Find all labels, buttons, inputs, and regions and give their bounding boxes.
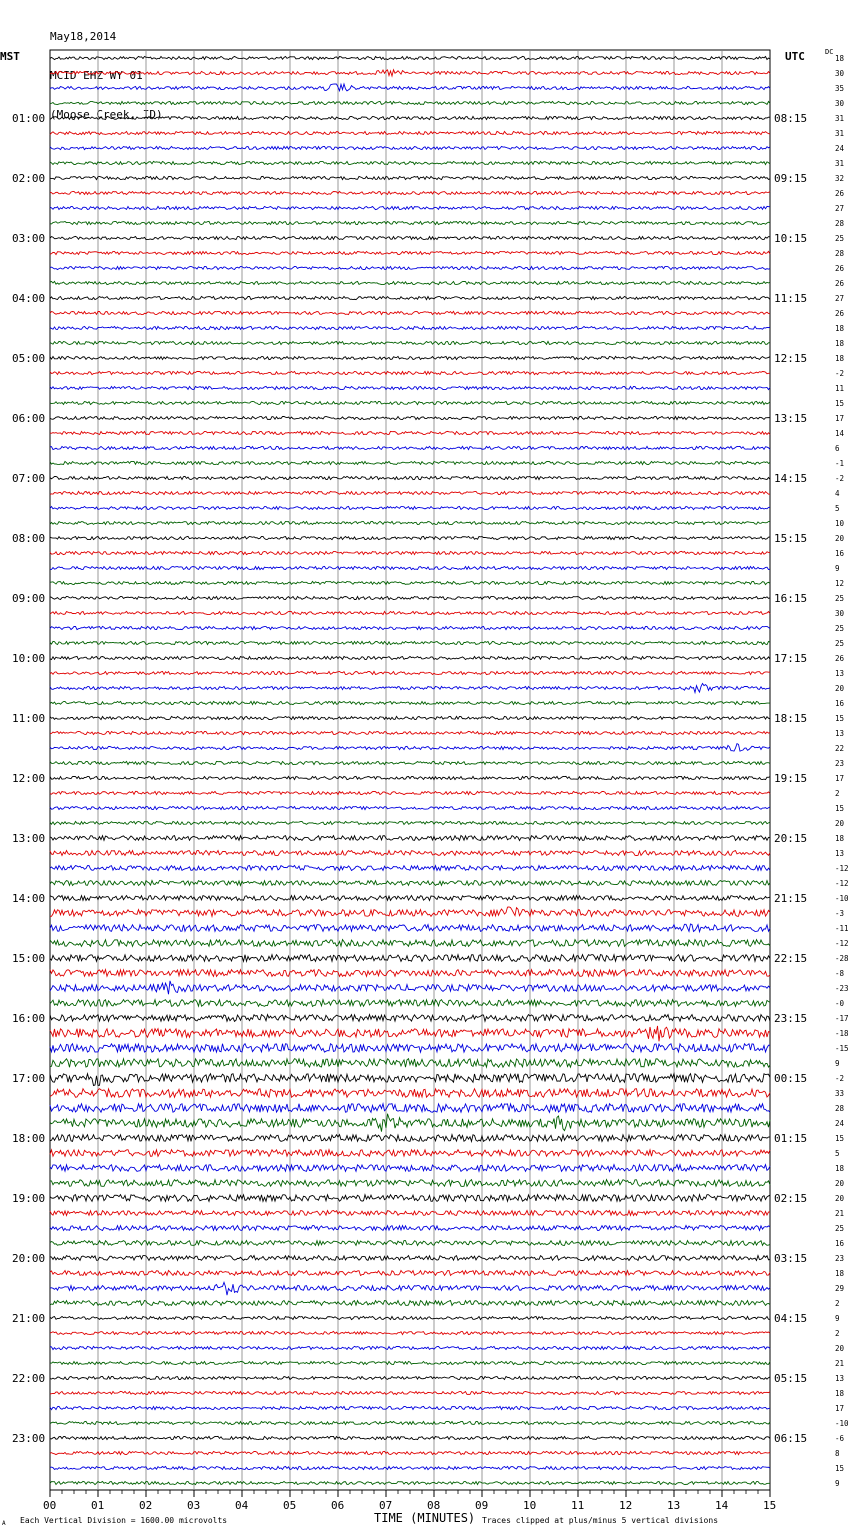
seismic-trace bbox=[50, 1376, 770, 1379]
seismic-trace bbox=[50, 1226, 770, 1231]
dc-offset-label: 28 bbox=[835, 249, 845, 258]
x-tick-label: 06 bbox=[331, 1499, 345, 1512]
dc-offset-label: 23 bbox=[835, 759, 845, 768]
seismic-trace bbox=[50, 581, 770, 584]
seismic-trace bbox=[50, 1421, 770, 1424]
seismic-trace bbox=[50, 1135, 770, 1142]
dc-offset-label: 15 bbox=[835, 1134, 845, 1143]
dc-label: DC bbox=[825, 48, 834, 56]
x-tick-label: 04 bbox=[235, 1499, 249, 1512]
utc-hour-label: 19:15 bbox=[774, 772, 808, 785]
chart-date: May18,2014 bbox=[50, 30, 117, 43]
utc-hour-label: 22:15 bbox=[774, 952, 808, 965]
seismic-trace bbox=[50, 1331, 770, 1334]
dc-offset-label: -11 bbox=[835, 924, 849, 933]
seismic-trace bbox=[50, 236, 770, 239]
seismic-trace bbox=[50, 296, 770, 299]
seismic-trace bbox=[50, 851, 770, 856]
x-tick-label: 07 bbox=[379, 1499, 393, 1512]
mst-hour-label: 14:00 bbox=[12, 892, 46, 905]
seismic-trace bbox=[50, 506, 770, 509]
seismic-trace bbox=[50, 1165, 770, 1172]
seismic-trace bbox=[50, 1089, 770, 1098]
scale-note: Each Vertical Division = 1600.00 microvolts bbox=[20, 1516, 228, 1525]
seismic-trace bbox=[50, 701, 770, 704]
x-tick-label: 02 bbox=[139, 1499, 153, 1512]
seismic-trace bbox=[50, 326, 770, 329]
dc-offset-label: 18 bbox=[835, 834, 845, 843]
mst-hour-label: 20:00 bbox=[12, 1252, 46, 1265]
seismic-trace bbox=[50, 1256, 770, 1261]
dc-offset-label: 17 bbox=[835, 774, 845, 783]
seismic-trace bbox=[50, 776, 770, 779]
seismic-trace bbox=[50, 791, 770, 794]
mst-label: MST bbox=[0, 50, 20, 63]
dc-offset-label: 35 bbox=[835, 84, 845, 93]
seismic-trace bbox=[50, 1391, 770, 1394]
dc-offset-label: -3 bbox=[835, 909, 845, 918]
utc-label: UTC bbox=[785, 50, 805, 63]
x-tick-label: 11 bbox=[571, 1499, 585, 1512]
dc-offset-label: 17 bbox=[835, 1404, 845, 1413]
seismic-trace bbox=[50, 924, 770, 932]
dc-offset-label: -8 bbox=[835, 969, 845, 978]
mst-hour-label: 13:00 bbox=[12, 832, 46, 845]
seismic-trace bbox=[50, 146, 770, 149]
mst-hour-label: 16:00 bbox=[12, 1012, 46, 1025]
dc-offset-label: 18 bbox=[835, 324, 845, 333]
dc-offset-label: -28 bbox=[835, 954, 849, 963]
seismic-trace bbox=[50, 1481, 770, 1484]
dc-offset-label: -12 bbox=[835, 864, 849, 873]
dc-offset-label: 8 bbox=[835, 1449, 840, 1458]
dc-offset-label: 9 bbox=[835, 1479, 840, 1488]
seismic-trace bbox=[50, 1150, 770, 1157]
utc-hour-label: 21:15 bbox=[774, 892, 808, 905]
dc-offset-label: 24 bbox=[835, 1119, 845, 1128]
x-tick-label: 05 bbox=[283, 1499, 297, 1512]
seismic-trace bbox=[50, 1211, 770, 1216]
seismic-trace bbox=[50, 1104, 770, 1113]
seismic-trace bbox=[50, 866, 770, 871]
dc-offset-label: -23 bbox=[835, 984, 849, 993]
x-tick-label: 12 bbox=[619, 1499, 633, 1512]
dc-offset-label: 13 bbox=[835, 849, 845, 858]
mst-hour-label: 12:00 bbox=[12, 772, 46, 785]
dc-offset-label: 9 bbox=[835, 564, 840, 573]
utc-hour-label: 03:15 bbox=[774, 1252, 808, 1265]
seismic-trace bbox=[50, 431, 770, 434]
dc-offset-label: 9 bbox=[835, 1059, 840, 1068]
dc-offset-label: 5 bbox=[835, 504, 840, 513]
seismic-trace bbox=[50, 191, 770, 194]
utc-hour-label: 09:15 bbox=[774, 172, 808, 185]
dc-offset-label: 18 bbox=[835, 354, 845, 363]
mst-hour-label: 17:00 bbox=[12, 1072, 46, 1085]
dc-offset-label: -17 bbox=[835, 1014, 849, 1023]
seismic-trace bbox=[50, 1436, 770, 1439]
dc-offset-label: 10 bbox=[835, 519, 845, 528]
seismic-trace bbox=[50, 1346, 770, 1349]
dc-offset-label: 27 bbox=[835, 294, 845, 303]
seismic-trace bbox=[50, 536, 770, 539]
seismic-trace bbox=[50, 416, 770, 419]
dc-offset-label: -0 bbox=[835, 999, 845, 1008]
seismic-trace bbox=[50, 281, 770, 284]
dc-offset-label: 26 bbox=[835, 189, 845, 198]
seismic-trace bbox=[50, 656, 770, 659]
seismic-trace bbox=[50, 821, 770, 824]
seismic-trace bbox=[50, 1074, 770, 1086]
dc-offset-label: 2 bbox=[835, 1329, 840, 1338]
seismic-trace bbox=[50, 1406, 770, 1409]
dc-offset-label: -2 bbox=[835, 474, 845, 483]
seismic-trace bbox=[50, 461, 770, 464]
seismic-trace bbox=[50, 266, 770, 269]
footer-mark: A bbox=[2, 1520, 6, 1527]
mst-hour-label: 03:00 bbox=[12, 232, 46, 245]
x-tick-label: 15 bbox=[763, 1499, 777, 1512]
seismic-trace bbox=[50, 907, 770, 916]
mst-hour-label: 21:00 bbox=[12, 1312, 46, 1325]
seismic-trace bbox=[50, 611, 770, 614]
seismic-trace bbox=[50, 683, 770, 692]
seismic-trace bbox=[50, 206, 770, 209]
dc-offset-label: -10 bbox=[835, 894, 849, 903]
dc-offset-label: 16 bbox=[835, 699, 845, 708]
dc-offset-label: -2 bbox=[835, 369, 845, 378]
mst-hour-label: 19:00 bbox=[12, 1192, 46, 1205]
dc-offset-label: 16 bbox=[835, 1239, 845, 1248]
mst-hour-label: 07:00 bbox=[12, 472, 46, 485]
seismic-trace bbox=[50, 806, 770, 809]
dc-offset-label: 30 bbox=[835, 609, 845, 618]
dc-offset-label: 30 bbox=[835, 69, 845, 78]
dc-offset-label: 30 bbox=[835, 99, 845, 108]
seismic-trace bbox=[50, 1026, 770, 1041]
utc-hour-label: 13:15 bbox=[774, 412, 808, 425]
seismic-trace bbox=[50, 1451, 770, 1454]
dc-offset-label: 32 bbox=[835, 174, 845, 183]
utc-hour-label: 12:15 bbox=[774, 352, 808, 365]
dc-offset-label: 12 bbox=[835, 579, 845, 588]
dc-offset-label: 28 bbox=[835, 219, 845, 228]
seismic-trace bbox=[50, 1195, 770, 1202]
seismic-trace bbox=[50, 1114, 770, 1132]
seismic-trace bbox=[50, 116, 770, 119]
dc-offset-label: 29 bbox=[835, 1284, 845, 1293]
seismic-trace bbox=[50, 84, 770, 91]
seismic-trace bbox=[50, 101, 770, 104]
dc-offset-label: 26 bbox=[835, 264, 845, 273]
dc-offset-label: 18 bbox=[835, 1269, 845, 1278]
utc-hour-label: 10:15 bbox=[774, 232, 808, 245]
dc-offset-label: 9 bbox=[835, 1314, 840, 1323]
seismic-trace bbox=[50, 836, 770, 841]
x-tick-label: 03 bbox=[187, 1499, 201, 1512]
dc-offset-label: 31 bbox=[835, 159, 845, 168]
dc-offset-label: -18 bbox=[835, 1029, 849, 1038]
seismic-trace bbox=[50, 1241, 770, 1246]
mst-hour-label: 01:00 bbox=[12, 112, 46, 125]
dc-offset-label: 21 bbox=[835, 1209, 845, 1218]
dc-offset-label: 26 bbox=[835, 279, 845, 288]
seismic-trace bbox=[50, 981, 770, 994]
seismic-trace bbox=[50, 970, 770, 977]
dc-offset-label: 16 bbox=[835, 549, 845, 558]
dc-offset-label: 22 bbox=[835, 744, 845, 753]
seismic-trace bbox=[50, 70, 770, 76]
seismic-trace bbox=[50, 341, 770, 344]
dc-offset-label: 18 bbox=[835, 54, 845, 63]
seismic-trace bbox=[50, 1361, 770, 1364]
seismic-trace bbox=[50, 356, 770, 359]
dc-offset-label: 20 bbox=[835, 819, 845, 828]
dc-offset-label: 20 bbox=[835, 1194, 845, 1203]
seismic-trace bbox=[50, 371, 770, 374]
dc-offset-label: 27 bbox=[835, 204, 845, 213]
dc-offset-label: 2 bbox=[835, 1299, 840, 1308]
dc-offset-label: 13 bbox=[835, 729, 845, 738]
mst-hour-label: 04:00 bbox=[12, 292, 46, 305]
dc-offset-label: 25 bbox=[835, 624, 845, 633]
mst-hour-label: 11:00 bbox=[12, 712, 46, 725]
clip-note: Traces clipped at plus/minus 5 vertical divisions bbox=[482, 1516, 719, 1525]
dc-offset-label: 26 bbox=[835, 309, 845, 318]
mst-hour-label: 15:00 bbox=[12, 952, 46, 965]
utc-hour-label: 05:15 bbox=[774, 1372, 808, 1385]
seismic-trace bbox=[50, 1000, 770, 1007]
dc-offset-label: 20 bbox=[835, 1344, 845, 1353]
seismic-trace bbox=[50, 476, 770, 479]
seismic-trace bbox=[50, 221, 770, 224]
mst-hour-label: 10:00 bbox=[12, 652, 46, 665]
utc-hour-label: 08:15 bbox=[774, 112, 808, 125]
dc-offset-label: 13 bbox=[835, 1374, 845, 1383]
dc-offset-label: 5 bbox=[835, 1149, 840, 1158]
dc-offset-label: 15 bbox=[835, 1464, 845, 1473]
mst-hour-label: 22:00 bbox=[12, 1372, 46, 1385]
station-location: (Moose Creek, ID) bbox=[50, 108, 163, 121]
dc-offset-label: 14 bbox=[835, 429, 845, 438]
utc-hour-label: 11:15 bbox=[774, 292, 808, 305]
dc-offset-label: 4 bbox=[835, 489, 840, 498]
mst-hour-label: 05:00 bbox=[12, 352, 46, 365]
dc-offset-label: 26 bbox=[835, 654, 845, 663]
dc-offset-label: 24 bbox=[835, 144, 845, 153]
utc-hour-label: 16:15 bbox=[774, 592, 808, 605]
dc-offset-label: 20 bbox=[835, 684, 845, 693]
dc-offset-label: 18 bbox=[835, 339, 845, 348]
seismic-trace bbox=[50, 1282, 770, 1295]
utc-hour-label: 01:15 bbox=[774, 1132, 808, 1145]
x-tick-label: 01 bbox=[91, 1499, 105, 1512]
utc-hour-label: 06:15 bbox=[774, 1432, 808, 1445]
utc-hour-label: 20:15 bbox=[774, 832, 808, 845]
dc-offset-label: 25 bbox=[835, 639, 845, 648]
seismic-trace bbox=[50, 386, 770, 389]
dc-offset-label: 18 bbox=[835, 1164, 845, 1173]
seismic-trace bbox=[50, 731, 770, 734]
dc-offset-label: 13 bbox=[835, 669, 845, 678]
seismic-trace bbox=[50, 671, 770, 674]
dc-offset-label: 18 bbox=[835, 1389, 845, 1398]
dc-offset-label: -10 bbox=[835, 1419, 849, 1428]
seismic-trace bbox=[50, 1271, 770, 1276]
seismic-trace bbox=[50, 311, 770, 314]
seismic-trace bbox=[50, 626, 770, 629]
x-tick-label: 13 bbox=[667, 1499, 681, 1512]
seismic-trace bbox=[50, 131, 770, 134]
seismic-trace bbox=[50, 176, 770, 179]
dc-offset-label: -6 bbox=[835, 1434, 845, 1443]
utc-hour-label: 02:15 bbox=[774, 1192, 808, 1205]
dc-offset-label: 17 bbox=[835, 414, 845, 423]
seismic-trace bbox=[50, 716, 770, 719]
seismic-trace bbox=[50, 955, 770, 962]
mst-hour-label: 08:00 bbox=[12, 532, 46, 545]
mst-hour-label: 02:00 bbox=[12, 172, 46, 185]
dc-offset-label: 33 bbox=[835, 1089, 845, 1098]
seismic-trace bbox=[50, 566, 770, 569]
seismic-trace bbox=[50, 896, 770, 901]
dc-offset-label: 15 bbox=[835, 714, 845, 723]
dc-offset-label: 15 bbox=[835, 399, 845, 408]
seismic-trace bbox=[50, 1015, 770, 1022]
seismic-trace bbox=[50, 56, 770, 59]
dc-offset-label: 23 bbox=[835, 1254, 845, 1263]
x-tick-label: 10 bbox=[523, 1499, 537, 1512]
utc-hour-label: 17:15 bbox=[774, 652, 808, 665]
dc-offset-label: 21 bbox=[835, 1359, 845, 1368]
seismic-trace bbox=[50, 251, 770, 254]
station-code: MCID EHZ WY 01 bbox=[50, 69, 143, 82]
dc-offset-label: 25 bbox=[835, 594, 845, 603]
dc-offset-label: -12 bbox=[835, 879, 849, 888]
dc-offset-label: 11 bbox=[835, 384, 845, 393]
seismic-trace bbox=[50, 596, 770, 599]
dc-offset-label: 2 bbox=[835, 789, 840, 798]
seismic-trace bbox=[50, 940, 770, 947]
mst-hour-label: 06:00 bbox=[12, 412, 46, 425]
dc-offset-label: -1 bbox=[835, 459, 845, 468]
seismic-trace bbox=[50, 744, 770, 751]
seismic-trace bbox=[50, 1316, 770, 1319]
utc-hour-label: 23:15 bbox=[774, 1012, 808, 1025]
dc-offset-label: -12 bbox=[835, 939, 849, 948]
seismic-trace bbox=[50, 521, 770, 524]
utc-hour-label: 15:15 bbox=[774, 532, 808, 545]
seismic-trace bbox=[50, 491, 770, 494]
x-tick-label: 08 bbox=[427, 1499, 441, 1512]
dc-offset-label: 25 bbox=[835, 1224, 845, 1233]
mst-hour-label: 23:00 bbox=[12, 1432, 46, 1445]
dc-offset-label: -15 bbox=[835, 1044, 849, 1053]
seismic-trace bbox=[50, 446, 770, 449]
x-axis-title: TIME (MINUTES) bbox=[374, 1511, 476, 1525]
seismic-trace bbox=[50, 161, 770, 164]
seismic-trace bbox=[50, 551, 770, 554]
utc-hour-label: 00:15 bbox=[774, 1072, 808, 1085]
dc-offset-label: 20 bbox=[835, 534, 845, 543]
dc-offset-label: 6 bbox=[835, 444, 840, 453]
utc-hour-label: 14:15 bbox=[774, 472, 808, 485]
dc-offset-label: 28 bbox=[835, 1104, 845, 1113]
dc-offset-label: 15 bbox=[835, 804, 845, 813]
seismic-trace bbox=[50, 1301, 770, 1306]
dc-offset-label: -2 bbox=[835, 1074, 845, 1083]
seismic-trace bbox=[50, 401, 770, 404]
mst-hour-label: 18:00 bbox=[12, 1132, 46, 1145]
seismic-trace bbox=[50, 1044, 770, 1052]
seismic-trace bbox=[50, 881, 770, 886]
mst-hour-label: 09:00 bbox=[12, 592, 46, 605]
dc-offset-label: 31 bbox=[835, 114, 845, 123]
seismic-trace bbox=[50, 641, 770, 644]
seismic-trace bbox=[50, 1180, 770, 1187]
dc-offset-label: 25 bbox=[835, 234, 845, 243]
dc-offset-label: 20 bbox=[835, 1179, 845, 1188]
x-tick-label: 09 bbox=[475, 1499, 489, 1512]
utc-hour-label: 18:15 bbox=[774, 712, 808, 725]
x-tick-label: 00 bbox=[43, 1499, 57, 1512]
utc-hour-label: 04:15 bbox=[774, 1312, 808, 1325]
seismic-trace bbox=[50, 761, 770, 764]
seismic-trace bbox=[50, 1466, 770, 1469]
seismic-trace bbox=[50, 1059, 770, 1068]
x-tick-label: 14 bbox=[715, 1499, 729, 1512]
dc-offset-label: 31 bbox=[835, 129, 845, 138]
